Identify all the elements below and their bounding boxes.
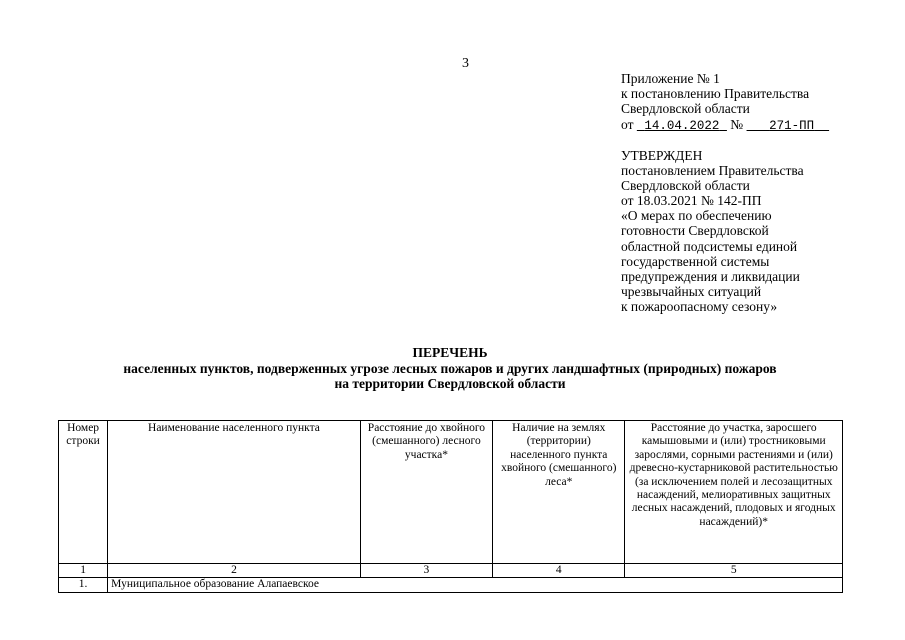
approval-block [621, 148, 861, 314]
table-row [59, 578, 843, 592]
header-distance-to-overgrown-area: Расстояние до участка, заросшего камышовыми и (или) тростниковыми зарослями, сорными растениями и (или) древесно-кустарниковой растительностью (за исключением полей и лесозащитных насаждений, мелиоративных защитных лесных насаждений, плодовых и ягодных насаждений)* [625, 421, 843, 564]
settlements-table [58, 420, 843, 593]
approval-line: постановлением Правительства [621, 163, 804, 179]
heading-line-2: населенных пунктов, подверженных угрозе лесных пожаров и других ландшафтных (природных) пожаров [123, 360, 777, 376]
column-number: 1 [59, 564, 108, 578]
approval-title: УТВЕРЖДЕН [621, 148, 703, 163]
row-municipality-name: Муниципальное образование Алапаевское [108, 578, 843, 592]
annex-date-value: 14.04.2022 [644, 118, 720, 133]
approval-line: областной подсистемы единой [621, 238, 798, 254]
column-number-row [59, 564, 843, 578]
column-number: 2 [108, 564, 361, 578]
annex-line-3: Свердловской области [621, 101, 750, 117]
annex-date-line [621, 117, 861, 134]
header-forest-presence: Наличие на землях (территории) населенного пункта хвойного (смешанного) леса* [493, 421, 625, 564]
approval-line: готовности Свердловской [621, 223, 769, 239]
heading-line-3: на территории Свердловской области [334, 376, 566, 391]
header-settlement-name: Наименование населенного пункта [108, 421, 361, 564]
annex-block [621, 71, 861, 134]
annex-number-prefix: № [730, 116, 744, 132]
approval-line: Свердловской области [621, 178, 750, 194]
annex-line-2: к постановлению Правительства [621, 86, 810, 102]
column-number: 3 [360, 564, 492, 578]
heading-title: ПЕРЕЧЕНЬ [412, 345, 488, 360]
header-distance-to-forest: Расстояние до хвойного (смешанного) лесного участка* [360, 421, 492, 564]
approval-line: «О мерах по обеспечению [621, 208, 772, 224]
header-row-number: Номер строки [59, 421, 108, 564]
approval-line: от 18.03.2021 № 142-ПП [621, 193, 762, 209]
row-number: 1. [59, 578, 108, 592]
annex-number-value: 271-ПП [769, 118, 815, 133]
approval-line: к пожароопасному сезону» [621, 298, 778, 314]
approval-line: государственной системы [621, 253, 770, 269]
annex-title: Приложение № 1 [621, 71, 720, 86]
page-number: 3 [462, 56, 469, 71]
table-header-row [59, 421, 843, 564]
document-heading [60, 345, 840, 392]
annex-date-prefix: от [621, 116, 634, 132]
column-number: 5 [625, 564, 843, 578]
approval-line: чрезвычайных ситуаций [621, 283, 762, 299]
column-number: 4 [493, 564, 625, 578]
approval-line: предупреждения и ликвидации [621, 268, 800, 284]
